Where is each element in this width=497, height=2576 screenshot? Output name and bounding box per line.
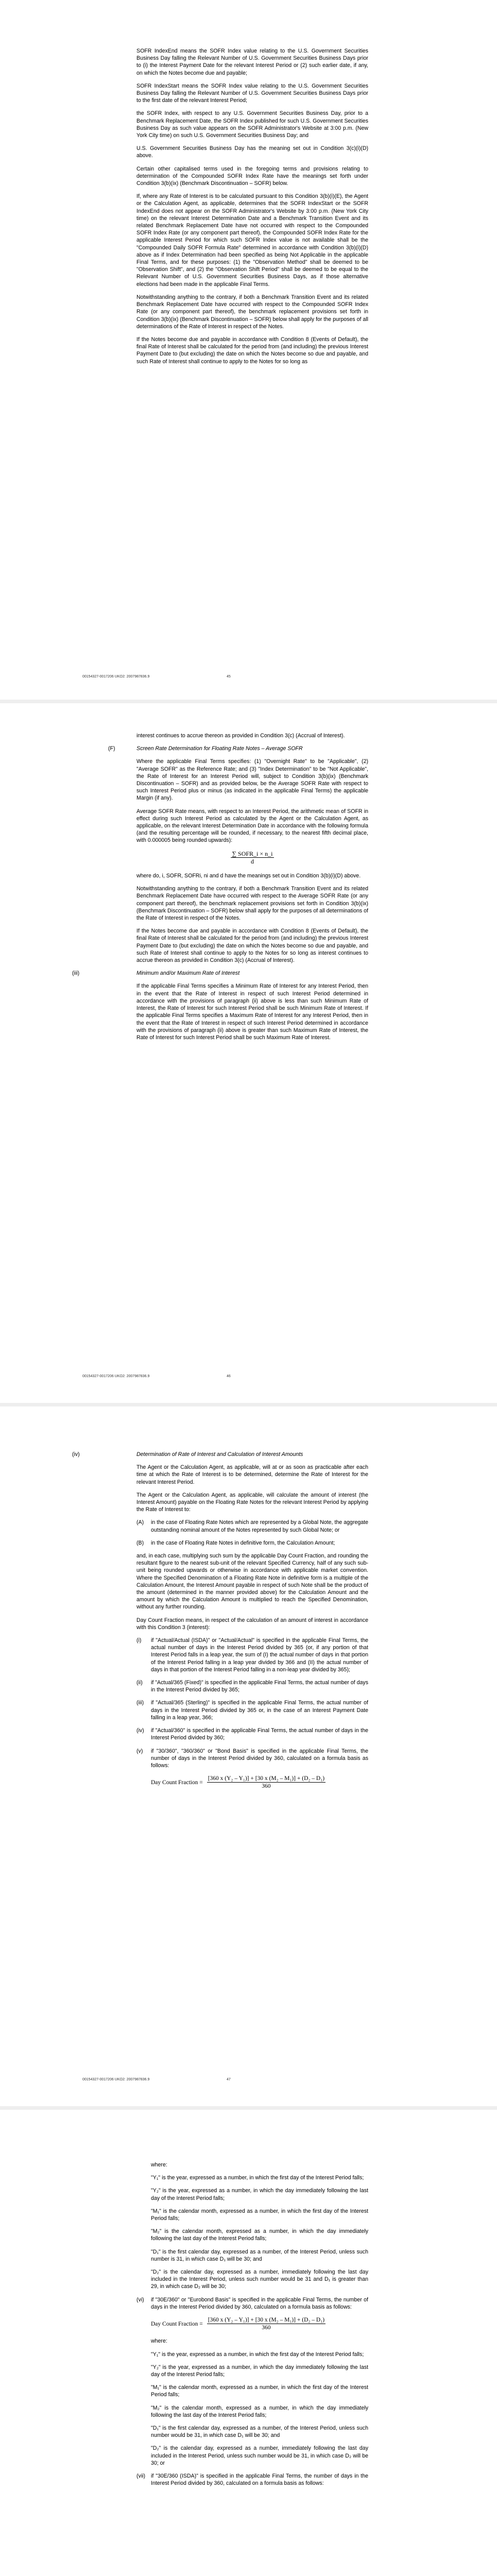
paragraph: If the Notes become due and payable in accordance with Condition 8 (Events of Default), the final Rate of Interest shall be calculated for the period from (and including) the previous Interest Payment Date to (but excluding) the date on which the Notes become so due and payable, and such Rate of Interest shall continue to apply to the Notes for so long as	[136, 336, 368, 365]
paragraph: SOFR IndexStart means the SOFR Index value relating to the U.S. Government Securities Business Day falling the Relevant Number of U.S. Government Securities Business Days prior to the first date of the relevant Interest Period;	[136, 82, 368, 104]
footer-doc-code: 00154327-0017206 UKO2: 2007987836.9	[82, 2078, 150, 2081]
list-label: (iv)	[136, 1727, 144, 1734]
paragraph: The Agent or the Calculation Agent, as applicable, will calculate the amount of interest (the Interest Amount) payable on the Floating Rate Notes for the relevant Interest Period by applying the Rate of Interest to:	[136, 1492, 368, 1513]
list-item	[136, 2472, 368, 2487]
list-label: (vii)	[136, 2473, 146, 2480]
definition: "Y₁" is the year, expressed as a number, in which the first day of the Interest Period falls;	[151, 2351, 364, 2358]
formula-label: Day Count Fraction =	[151, 1779, 203, 1786]
paragraph: Average SOFR Rate means, with respect to an Interest Period, the arithmetic mean of SOFR in effect during such Interest Period as calculated by the Agent or the Calculation Agent, as applicable, on the relevant Interest Determination Date in accordance with the following formula (and the resulting percentage will be rounded, if necessary, to the nearest fifth decimal place, with 0.000005 being rounded upwards):	[136, 808, 368, 844]
section-iv-heading	[72, 1451, 368, 1458]
list-text: if "30/360", "360/360" or "Bond Basis" is specified in the applicable Final Terms, the number of days in the Interest Period divided by 360, calculated on a formula basis as follows:	[151, 1748, 368, 1769]
list-label: (B)	[136, 1539, 144, 1546]
paragraph: U.S. Government Securities Business Day has the meaning set out in Condition 3(c)(i)(D) above.	[136, 145, 368, 159]
list-text: if "Actual/Actual (ISDA)" or "Actual/Actual" is specified in the applicable Final Terms, the actual number of days in the Interest Period divided by 365 (or, if any portion of that Interest Period falls in a leap year, the sum of (I) the actual number of days in that portion of the Interest Period falling in a leap year divided by 366 and (II) the actual number of days in that portion of the Interest Period falling in a non-leap year divided by 365);	[151, 1637, 368, 1673]
list-label: (i)	[136, 1637, 142, 1644]
definition: "Y₂" is the year, expressed as a number, in which the day immediately following the last day of the Interest Period falls;	[151, 2364, 368, 2378]
page-separator	[0, 700, 497, 703]
list-text: if "Actual/365 (Fixed)" is specified in the applicable Final Terms, the actual number of days in the Interest Period divided by 365;	[151, 1680, 368, 1693]
paragraph: interest continues to accrue thereon as provided in Condition 3(c) (Accrual of Interest).	[136, 733, 345, 739]
paragraph: Certain other capitalised terms used in the foregoing terms and provisions relating to determination of the Compounded SOFR Index Rate have the meanings set forth under Condition 3(b)(ix) (Benchmark Discontinuation – SOFR) below.	[136, 165, 368, 187]
document-page-46	[0, 703, 497, 1403]
definition: "M₂" is the calendar month, expressed as a number, in which the day immediately following the last day of the Interest Period falls;	[151, 2228, 368, 2242]
list-item	[136, 1727, 368, 1741]
section-label: (iv)	[72, 1451, 80, 1458]
footer-page-number: 46	[227, 1375, 231, 1378]
paragraph: SOFR IndexEnd means the SOFR Index value relating to the U.S. Government Securities Business Day falling the Relevant Number of U.S. Government Securities Business Days prior to (i) the Interest Payment Date for the relevant Interest Period or (2) such earlier date, if any, on which the Notes become due and payable;	[136, 48, 368, 76]
formula-denominator: 360	[262, 2325, 271, 2331]
paragraph: where do, i, SOFR, SOFRi, ni and d have the meanings set out in Condition 3(b)(i)(D) above.	[136, 873, 361, 879]
list-text: in the case of Floating Rate Notes which are represented by a Global Note, the aggregate outstanding nominal amount of the Notes represented by such Global Note; or	[151, 1519, 368, 1533]
list-item	[136, 1699, 368, 1721]
section-label: (iii)	[72, 970, 80, 977]
list-item	[136, 1748, 368, 1770]
page-separator	[0, 2106, 497, 2110]
paragraph: where:	[151, 2162, 167, 2168]
section-label: (F)	[108, 745, 115, 752]
formula-numerator: [360 x (Y₂ – Y₁)] + [30 x (M₂ – M₁)] + (D₂ – D₁)	[207, 1775, 325, 1783]
formula-numerator: [360 x (Y₂ – Y₁)] + [30 x (M₂ – M₁)] + (D₂ – D₁)	[207, 2316, 325, 2324]
list-label: (iii)	[136, 1700, 144, 1706]
footer-page-number: 47	[227, 2078, 231, 2081]
footer-doc-code: 00154327-0017206 UKO2: 2007987836.9	[82, 1375, 150, 1378]
document-page-45	[0, 0, 497, 700]
paragraph: where:	[151, 2338, 167, 2345]
formula-label: Day Count Fraction =	[151, 2320, 203, 2327]
list-label: (vi)	[136, 2296, 144, 2303]
paragraph: the SOFR Index, with respect to any U.S. Government Securities Business Day, prior to a Benchmark Replacement Date, the SOFR Index published for such U.S. Government Securities Business Day as such value appears on the SOFR Administrator's Website at 3:00 p.m. (New York City time) on such U.S. Government Securities Business Day; and	[136, 110, 368, 139]
document-page-48	[0, 2110, 497, 2576]
list-item	[136, 1519, 368, 1533]
section-f-heading	[108, 745, 368, 752]
definition: "D₁" is the first calendar day, expressed as a number, of the Interest Period, unless such number is 31, in which case D₁ will be 30; and	[151, 2248, 368, 2262]
list-text: if "Actual/360" is specified in the applicable Final Terms, the actual number of days in the Interest Period divided by 360;	[151, 1727, 368, 1741]
list-label: (A)	[136, 1519, 144, 1526]
formula-fraction	[207, 1775, 325, 1790]
paragraph: Day Count Fraction means, in respect of the calculation of an amount of interest in accordance with this Condition 3 (interest):	[136, 1617, 368, 1631]
list-item	[136, 1679, 368, 1693]
day-count-formula	[151, 2316, 368, 2331]
definition: "M₁" is the calendar month, expressed as a number, in which the first day of the Interest Period falls;	[151, 2384, 368, 2398]
paragraph: and, in each case, multiplying such sum by the applicable Day Count Fraction, and rounding the resultant figure to the nearest sub-unit of the relevant Specified Currency, half of any such sub-unit being rounded upwards or otherwise in accordance with applicable market convention. Where the Specified Denomination of a Floating Rate Note in definitive form is a multiple of the Calculation Amount, the Interest Amount payable in respect of such Note shall be the product of the amount (determined in the manner provided above) for the Calculation Amount and the amount by which the Calculation Amount is multiplied to reach the Specified Denomination, without any further rounding.	[136, 1553, 368, 1611]
paragraph: If the applicable Final Terms specifies a Minimum Rate of Interest for any Interest Period, then in the event that the Rate of Interest in respect of such Interest Period determined in accordance with the provisions of paragraph (ii) above is less than such Minimum Rate of Interest, the Rate of Interest for such Interest Period shall be such Minimum Rate of Interest. If the applicable Final Terms specifies a Maximum Rate of Interest for any Interest Period, then in the event that the Rate of Interest in respect of such Interest Period determined in accordance with the provisions of paragraph (ii) above is greater than such Maximum Rate of Interest, the Rate of Interest for such Interest Period shall be such Maximum Rate of Interest.	[136, 983, 368, 1041]
day-count-formula	[136, 1775, 368, 1790]
section-title: Minimum and/or Maximum Rate of Interest	[136, 970, 240, 977]
page-47-body	[72, 1451, 368, 1797]
formula-numerator: ∑ SOFR_i × n_i	[232, 850, 273, 857]
page-45-body	[136, 47, 368, 371]
section-title: Screen Rate Determination for Floating Rate Notes – Average SOFR	[136, 745, 303, 752]
document-page-47	[0, 1406, 497, 2106]
list-item	[136, 2296, 368, 2311]
definition: "M₂" is the calendar month, expressed as a number, in which the day immediately following the last day of the Interest Period falls;	[151, 2404, 368, 2418]
definition: "D₂" is the calendar day, expressed as a number, immediately following the last day included in the Interest Period, unless such number would be 31 and D₁ is greater than 29, in which case D₂ will be 30;	[151, 2269, 368, 2290]
section-title: Determination of Rate of Interest and Calculation of Interest Amounts	[136, 1451, 303, 1458]
list-text: if "Actual/365 (Sterling)" is specified in the applicable Final Terms, the actual number of days in the Interest Period divided by 365 or, in the case of an Interest Payment Date falling in a leap year, 366;	[151, 1700, 368, 1721]
footer-doc-code: 00154327-0017206 UKO2: 2007987836.9	[82, 675, 150, 679]
definition: "D₁" is the first calendar day, expressed as a number, of the Interest Period, unless such number would be 31, in which case D₁ will be 30; and	[151, 2425, 368, 2439]
footer-page-number: 45	[227, 675, 231, 679]
paragraph: Notwithstanding anything to the contrary, if both a Benchmark Transition Event and its related Benchmark Replacement Date have occurred with respect to the Compounded SOFR Index Rate (or any component part thereof), the benchmark replacement provisions set forth in Condition 3(b)(ix) (Benchmark Discontinuation – SOFR) below shall apply for the purposes of all determinations of the Rate of Interest in respect of the Notes.	[136, 294, 368, 330]
list-text: if "30E/360" or "Eurobond Basis" is specified in the applicable Final Terms, the number of days in the Interest Period divided by 360, calculated on a formula basis as follows:	[151, 2296, 368, 2310]
page-48-body	[136, 2161, 368, 2493]
paragraph: The Agent or the Calculation Agent, as applicable, will at or as soon as practicable after each time at which the Rate of Interest is to be determined, determine the Rate of Interest for the relevant Interest Period.	[136, 1464, 368, 1485]
definition: "M₁" is the calendar month, expressed as a number, in which the first day of the Interest Period falls;	[151, 2208, 368, 2222]
list-item	[136, 1539, 368, 1547]
page-46-body	[72, 732, 368, 1047]
list-item	[136, 1637, 368, 1673]
average-sofr-formula	[136, 850, 368, 865]
paragraph: Notwithstanding anything to the contrary, if both a Benchmark Transition Event and its related Benchmark Replacement Date have occurred with respect to the Average SOFR Rate (or any component part thereof), the benchmark replacement provisions set forth in Condition 3(b)(ix) (Benchmark Discontinuation – SOFR) below shall apply for the purposes of all determinations of the Rate of Interest in respect of the Notes.	[136, 886, 368, 922]
formula-denominator: d	[250, 857, 254, 865]
definition: "D₂" is the calendar day, expressed as a number, immediately following the last day included in the Interest Period, unless such number would be 31, in which case D₂ will be 30; or	[151, 2445, 368, 2466]
paragraph: If the Notes become due and payable in accordance with Condition 8 (Events of Default), the final Rate of Interest shall be calculated for the period from (and including) the previous Interest Payment Date to (but excluding) the date on which the Notes become so due and payable, and such Rate of Interest shall continue to apply to the Notes for so long as interest continues to accrue thereon as provided in Condition 3(c) (Accrual of Interest).	[136, 928, 368, 964]
definition: "Y₂" is the year, expressed as a number, in which the day immediately following the last day of the Interest Period falls;	[151, 2188, 368, 2201]
formula-fraction	[207, 2316, 325, 2331]
list-text: in the case of Floating Rate Notes in definitive form, the Calculation Amount;	[151, 1539, 335, 1546]
paragraph: If, where any Rate of Interest is to be calculated pursuant to this Condition 3(b)(i)(E), the Agent or the Calculation Agent, as applicable, determines that the SOFR IndexStart or the SOFR IndexEnd does not appear on the SOFR Administrator's Website by 3:00 p.m. (New York City time) on the relevant Interest Determination Date and a Benchmark Transition Event and its related Benchmark Replacement Date have not occurred with respect to the Compounded SOFR Index Rate (or any component part thereof), the Compounded SOFR Index Rate for the applicable Interest Period for which such SOFR Index value is not available shall be the "Compounded Daily SOFR Formula Rate" determined in accordance with Condition 3(b)(i)(D) above as if Index Determination had been specified as being Not Applicable in the applicable Final Terms, and for these purposes: (1) the "Observation Method" shall be deemed to be "Observation Shift", and (2) the "Observation Shift Period" shall be deemed to be equal to the Relevant Number of U.S. Government Securities Business Days, as if those alternative elections had been made in the applicable Final Terms.	[136, 193, 368, 287]
formula-fraction	[231, 850, 273, 865]
list-text: if "30E/360 (ISDA)" is specified in the applicable Final Terms, the number of days in the Interest Period divided by 360, calculated on a formula basis as follows:	[151, 2473, 368, 2487]
section-iii-heading	[72, 970, 368, 977]
definition: "Y₁" is the year, expressed as a number, in which the first day of the Interest Period falls;	[151, 2175, 364, 2181]
list-label: (v)	[136, 1748, 143, 1754]
page-separator	[0, 1403, 497, 1406]
formula-denominator: 360	[262, 1783, 271, 1790]
list-label: (ii)	[136, 1680, 143, 1686]
paragraph: Where the applicable Final Terms specifies: (1) "Overnight Rate" to be "Applicable", (2) "Average SOFR" as the Reference Rate; and (3) "Index Determination" to be "Not Applicable", the Rate of Interest for an Interest Period will, subject to Condition 3(b)(ix) (Benchmark Discontinuation – SOFR) and as provided below, be the Average SOFR Rate with respect to such Interest Period plus or minus (as indicated in the applicable Final Terms) the applicable Margin (if any).	[136, 758, 368, 802]
